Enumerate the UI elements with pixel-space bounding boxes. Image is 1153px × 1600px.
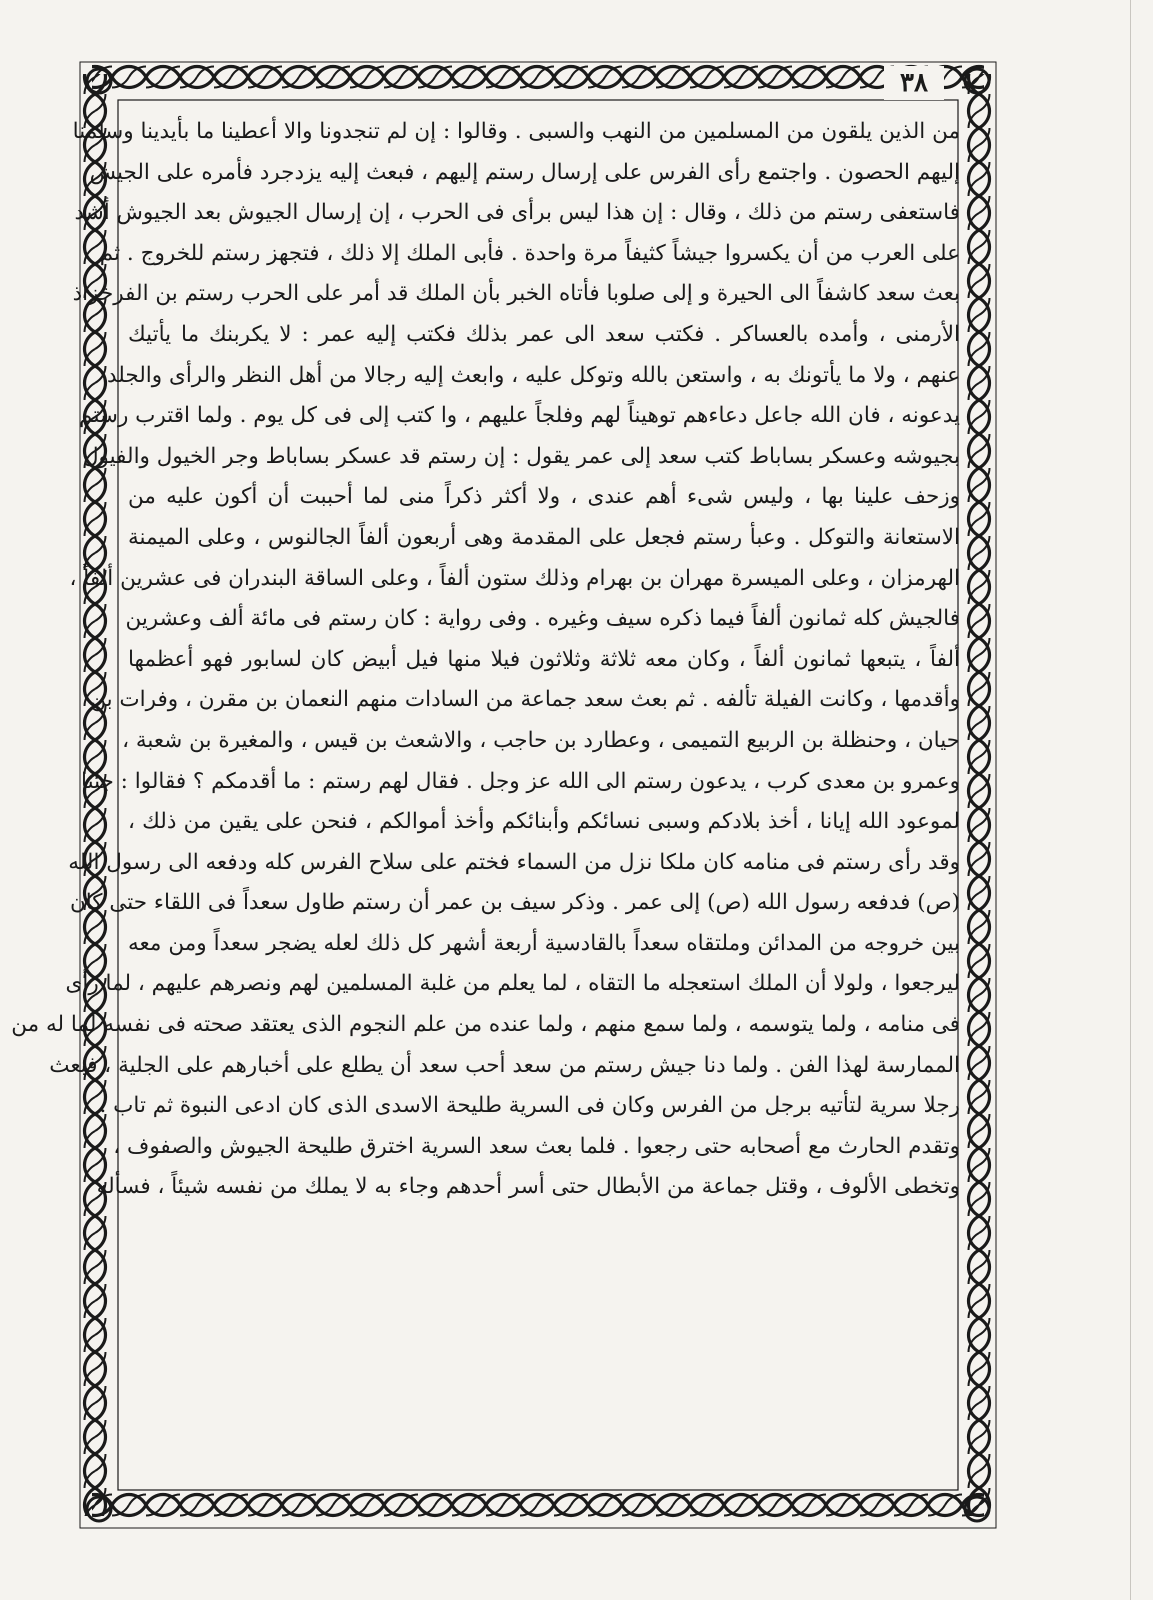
text-line: بين خروجه من المدائن وملتقاه سعداً بالقادسية أربعة أشهر كل ذلك لعله يضجر سعداً ومن معه <box>128 930 960 956</box>
text-line: بعث سعد كاشفاً الى الحيرة و إلى صلوبا فأتاه الخبر بأن الملك قد أمر على الحرب رستم بن الفرخزاذ <box>72 281 960 307</box>
text-line: بجيوشه وعسكر بساباط كتب سعد إلى عمر يقول : إن رستم قد عسكر بساباط وجر الخيول والفيول <box>82 443 960 469</box>
text-line: على العرب من أن يكسروا جيشاً كثيفاً مرة واحدة . فأبى الملك إلا ذلك ، فتجهز رستم للخروج . ثم <box>99 240 960 266</box>
text-line: رجلا سرية لتأتيه برجل من الفرس وكان فى السرية طليحة الاسدى الذى كان ادعى النبوة ثم تاب . <box>99 1093 960 1119</box>
page-number: ٣٨ <box>884 66 944 100</box>
text-line: وزحف علينا بها ، وليس شىء أهم عندى ، ولا أكثر ذكراً منى لما أحببت أن أكون عليه من <box>128 484 960 510</box>
binding-edge <box>1130 0 1131 1600</box>
text-line: ألفاً ، يتبعها ثمانون ألفاً ، وكان معه ثلاثة وثلاثون فيلا منها فيل أبيض كان لسابور فهو أعظمها <box>128 646 960 672</box>
text-line: عنهم ، ولا ما يأتونك به ، واستعن بالله وتوكل عليه ، وابعث إليه رجالا من أهل النظر والرأى والجلد <box>106 362 960 388</box>
text-line: (ص) فدفعه رسول الله (ص) إلى عمر . وذكر سيف بن عمر أن رستم طاول سعداً فى اللقاء حتى كان <box>69 890 960 916</box>
text-line: فى منامه ، ولما يتوسمه ، ولما سمع منهم ، ولما عنده من علم النجوم الذى يعتقد صحته فى نفسه لما له من <box>11 1012 960 1038</box>
text-line: الممارسة لهذا الفن . ولما دنا جيش رستم من سعد أحب سعد أن يطلع على أخبارهم على الجلية ، فبعث <box>49 1052 960 1078</box>
text-line: وقد رأى رستم فى منامه كان ملكا نزل من السماء فختم على سلاح الفرس كله ودفعه الى رسول الله <box>68 849 960 875</box>
border-right <box>960 74 994 1516</box>
text-line: وتقدم الحارث مع أصحابه حتى رجعوا . فلما بعث سعد السرية اخترق طليحة الجيوش والصفوف ، <box>113 1133 960 1159</box>
text-line: ليرجعوا ، ولولا أن الملك استعجله ما التقاه ، لما يعلم من غلبة المسلمين لهم ونصرهم عليهم ، لما رأى <box>65 971 960 997</box>
text-line: فالجيش كله ثمانون ألفاً فيما ذكره سيف وغيره . وفى رواية : كان رستم فى مائة ألف وعشرين <box>125 606 960 632</box>
text-line: حيان ، وحنظلة بن الربيع التميمى ، وعطارد بن حاجب ، والاشعث بن قيس ، والمغيرة بن شعبة ، <box>122 727 960 753</box>
text-line: لموعود الله إيانا ، أخذ بلادكم وسبى نسائكم وأبنائكم وأخذ أموالكم ، فنحن على يقين من ذلك ، <box>128 809 960 835</box>
text-line: الاستعانة والتوكل . وعبأ رستم فجعل على المقدمة وهى أربعون ألفاً الجالنوس ، وعلى الميمنة <box>128 524 960 550</box>
border-top <box>92 64 984 98</box>
text-line: وعمرو بن معدى كرب ، يدعون رستم الى الله عز وجل . فقال لهم رستم : ما أقدمكم ؟ فقالوا : جئنا <box>81 768 960 794</box>
text-line: يدعونه ، فان الله جاعل دعاءهم توهيناً لهم وفلجاً عليهم ، وا كتب إلى فى كل يوم . ولما اقترب رستم <box>79 403 960 429</box>
border-bottom <box>92 1492 984 1526</box>
text-line: وأقدمها ، وكانت الفيلة تألفه . ثم بعث سعد جماعة من السادات منهم النعمان بن مقرن ، وفرات بن <box>90 687 960 713</box>
text-line: فاستعفى رستم من ذلك ، وقال : إن هذا ليس برأى فى الحرب ، إن إرسال الجيوش بعد الجيوش أشد <box>74 200 960 226</box>
text-line: من الذين يلقون من المسلمين من النهب والسبى . وقالوا : إن لم تنجدونا والا أعطينا ما بأيدينا وسلمنا <box>72 119 960 144</box>
text-line: إليهم الحصون . واجتمع رأى الفرس على إرسال رستم إليهم ، فبعث إليه يزدجرد فأمره على الجيش <box>89 159 960 185</box>
text-line: الهرمزان ، وعلى الميسرة مهران بن بهرام وذلك ستون ألفاً ، وعلى الساقة البندران فى عشرين ألفاً ، <box>69 565 960 591</box>
text-line: وتخطى الألوف ، وقتل جماعة من الأبطال حتى أسر أحدهم وجاء به لا يملك من نفسه شيئاً ، فسأله <box>96 1174 960 1200</box>
body-text <box>11 112 960 1472</box>
text-line: الأرمنى ، وأمده بالعساكر . فكتب سعد الى عمر بذلك فكتب إليه عمر : لا يكربنك ما يأتيك <box>128 321 960 347</box>
